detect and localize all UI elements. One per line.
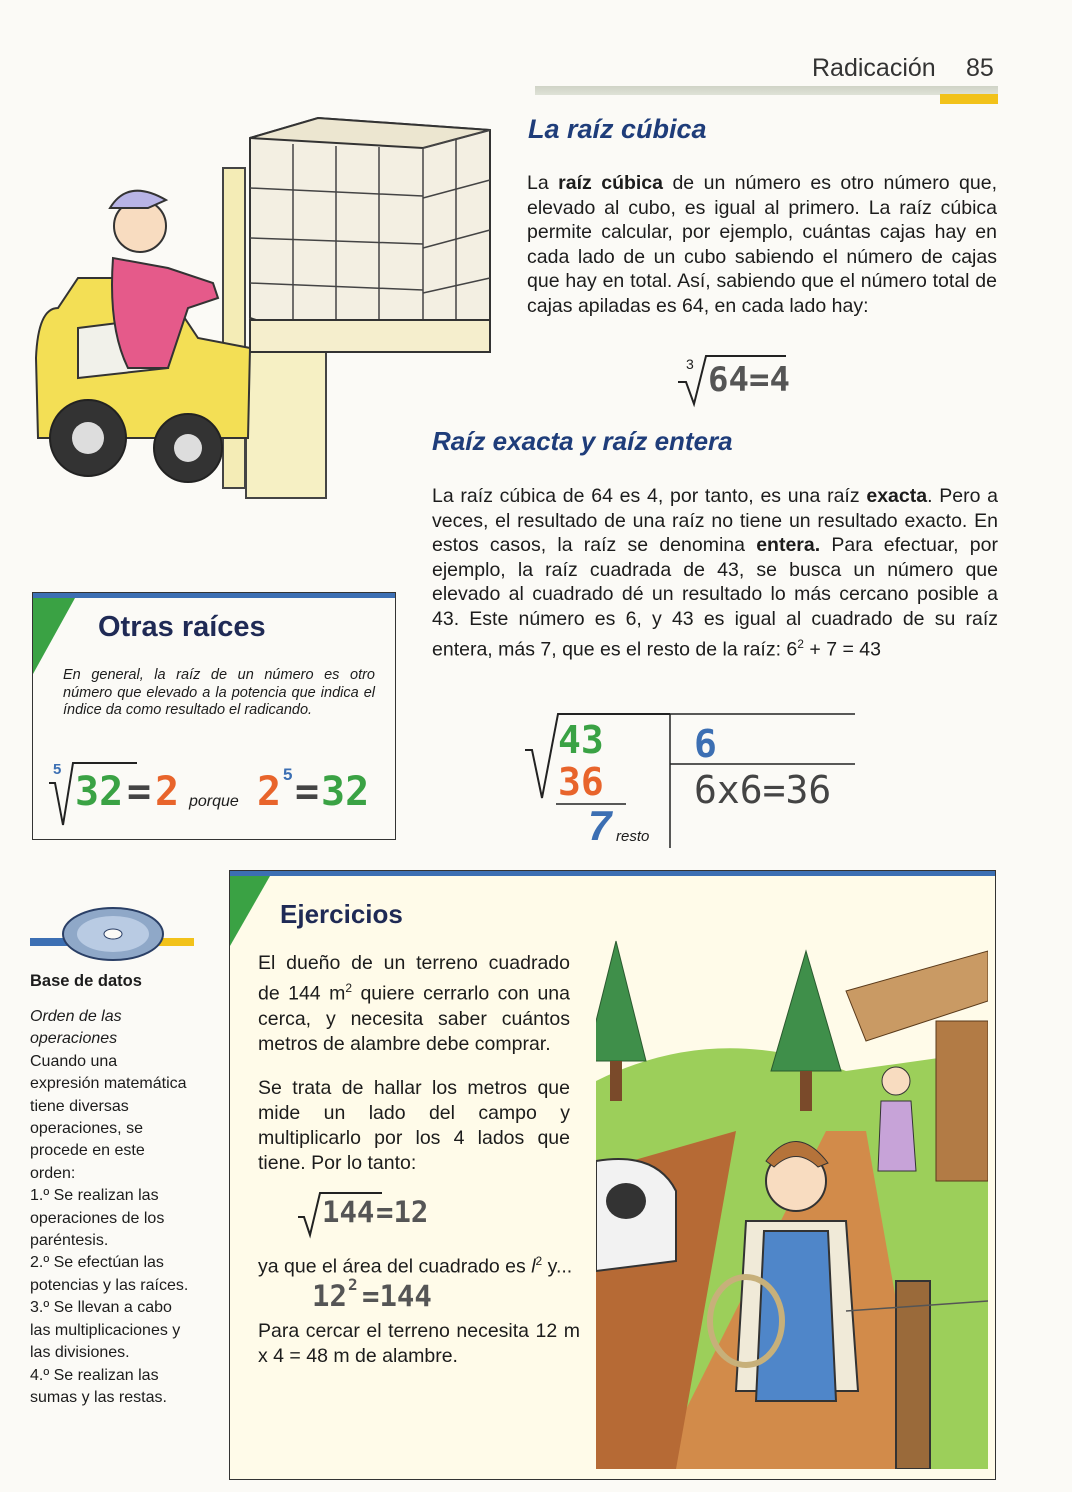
exercises-box [229, 870, 996, 1480]
sidebar-title: Base de datos [30, 972, 142, 990]
power-value: 32 [321, 769, 370, 815]
section-title: Radicación [812, 54, 936, 82]
sidebar-body [30, 1006, 190, 1409]
division-subtract: 36 [558, 760, 604, 804]
square-formula [312, 1277, 512, 1321]
other-roots-title: Otras raíces [98, 611, 266, 643]
box-top-bar [230, 871, 995, 876]
header-rule [535, 86, 998, 95]
power-base: 2 [257, 769, 282, 815]
square-exponent: 2 [348, 1275, 358, 1294]
sidebar-step: 3.º Se llevan a cabo las multiplicaciones y las divisiones. [30, 1299, 181, 1362]
formula-radicand: 64 [708, 360, 749, 400]
page-number: 85 [966, 54, 994, 82]
forklift-illustration [18, 108, 498, 504]
square-root-division [520, 710, 865, 850]
sidebar-step: 2.º Se efectúan las potencias y las raíces. [30, 1254, 189, 1294]
power-exponent: 5 [283, 765, 293, 784]
exercise-statement: El dueño de un terreno cuadrado de 144 $m^2$ quiere cerrarlo con una cerca, y necesita saber cuántos metros de alambre debe comprar. [258, 952, 570, 1055]
formula-index: 5 [53, 761, 62, 778]
square-result: =144 [362, 1279, 432, 1313]
formula-equals: = [127, 769, 152, 815]
cd-disc-icon [58, 902, 168, 964]
sqrt-radicand: 144 [322, 1195, 375, 1229]
exercises-title: Ejercicios [280, 899, 403, 929]
other-roots-box [32, 592, 396, 840]
sqrt-144-formula [296, 1189, 496, 1239]
exercise-answer: Para cercar el terreno necesita 12 m x 4 = 48 m de alambre. [258, 1320, 580, 1367]
formula-index: 3 [686, 356, 694, 372]
cubic-root-paragraph: La raíz cúbica de un número es otro número que, elevado al cubo, es igual al primero. La raíz cúbica permite calcular, por ejemplo, cuántas cajas hay en cada lado de un cubo sabiendo el número de cajas que hay en total. Así, sabiendo que el número total de cajas apiladas es 64, en cada lado hay: [527, 172, 998, 317]
exercise-method: Se trata de hallar los metros que mide un lado del campo y multiplicarlo por los 4 lados que tiene. Por lo tanto: [258, 1077, 570, 1174]
sidebar-subtitle: Orden de las operaciones [30, 1008, 122, 1048]
box-corner-triangle [230, 876, 270, 946]
formula-result: =4 [749, 360, 790, 400]
formula-equals-2: = [295, 769, 320, 815]
sidebar-step: 1.º Se realizan las operaciones de los paréntesis. [30, 1187, 165, 1250]
formula-result: 2 [155, 769, 180, 815]
cubic-root-heading: La raíz cúbica [528, 114, 707, 144]
exact-root-paragraph: La raíz cúbica de 64 es 4, por tanto, es una raíz exacta. Pero a veces, el resultado de una raíz no tiene un resultado exacto. En estos casos, la raíz se denomina entera. Para efectuar, por ejemplo, la raíz cuadrada de 43, se busca un número que elevado al cuadrado dé un resultado lo más cercano posible a 43. Este número es 6, y 43 es igual al cuadrado de su raíz entera, más 7, que es el resto de la raíz: $6^2 + 7 = 43$ [432, 485, 999, 661]
porque-label: porque [189, 793, 239, 810]
division-check: 6x6=36 [694, 768, 832, 812]
cubic-root-formula [676, 352, 836, 408]
formula-radicand: 32 [75, 769, 124, 815]
header-accent-tab [940, 94, 998, 104]
other-roots-text: En general, la raíz de un número es otro número que elevado a la potencia que indica el índice da como resultado el radicando. [63, 667, 375, 718]
area-sentence: ya que el área del cuadrado es $l^2$ y... [258, 1254, 573, 1278]
division-root: 6 [694, 722, 717, 766]
sidebar-intro: Cuando una expresión matemática tiene diversas operaciones, se procede en este orden: [30, 1052, 187, 1182]
remainder-label: resto [616, 828, 650, 845]
sqrt-result: =12 [376, 1195, 429, 1229]
division-radicand: 43 [558, 718, 604, 762]
square-base: 12 [312, 1279, 347, 1313]
sidebar-step: 4.º Se realizan las sumas y las restas. [30, 1366, 167, 1406]
exact-root-heading: Raíz exacta y raíz entera [432, 426, 733, 456]
farm-illustration [596, 931, 988, 1469]
other-roots-formula [47, 757, 387, 827]
division-remainder: 7 [588, 802, 612, 849]
box-top-bar [33, 593, 395, 598]
box-corner-triangle [33, 598, 75, 674]
